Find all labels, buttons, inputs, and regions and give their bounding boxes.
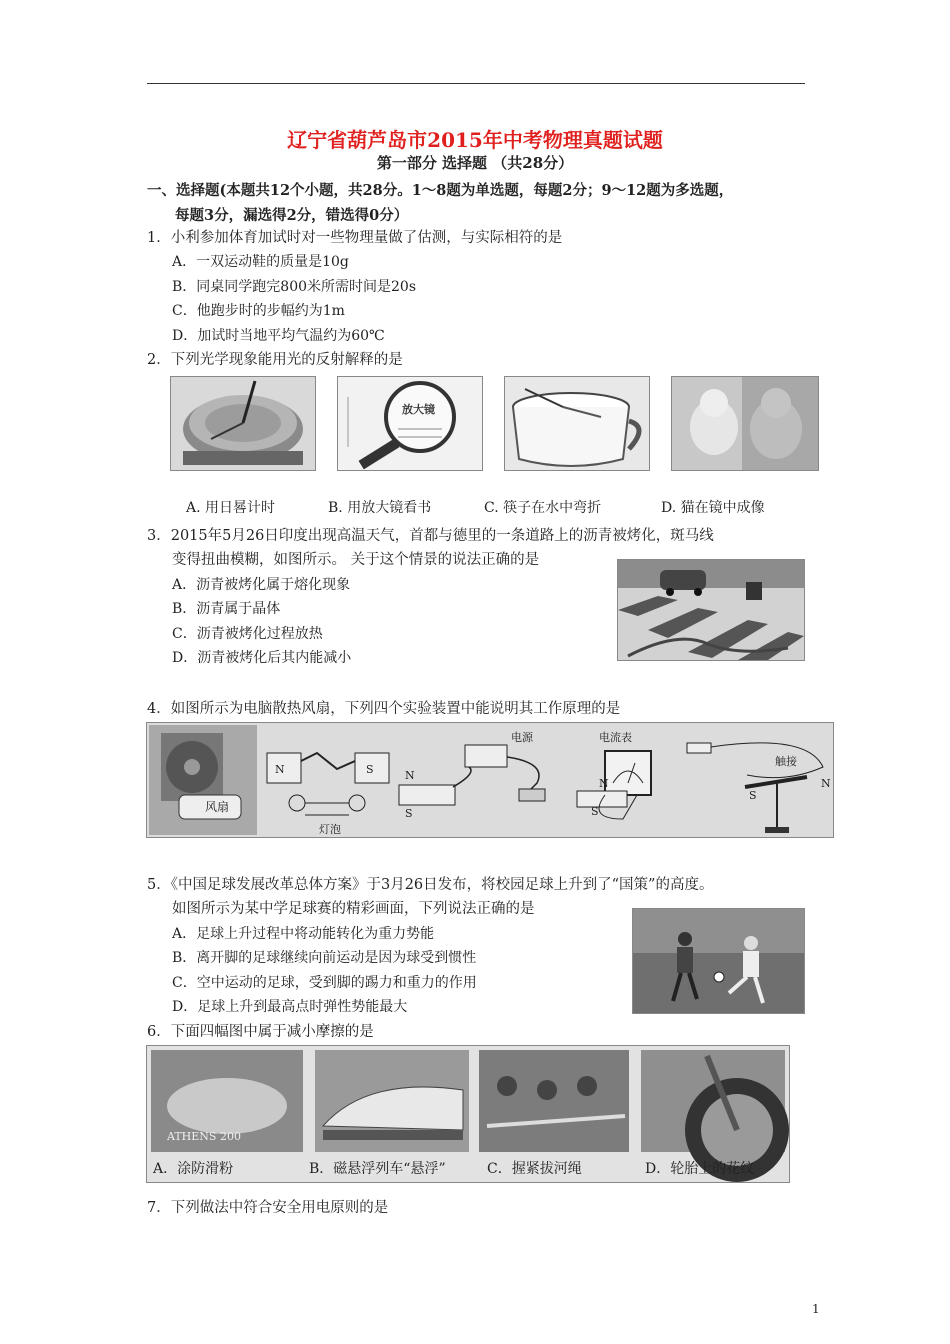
question-5-option-c: C．空中运动的足球，受到脚的踢力和重力的作用: [172, 975, 477, 991]
question-5-stem-line-2: 如图所示为某中学足球赛的精彩画面，下列说法正确的是: [172, 901, 535, 917]
question-3-option-a: A．沥青被烤化属于熔化现象: [172, 577, 351, 593]
power-label: 电源: [511, 731, 533, 744]
question-3-option-c: C．沥青被烤化过程放热: [172, 626, 323, 642]
athens-text: ATHENS 200: [167, 1130, 241, 1143]
question-2-stem: 2．下列光学现象能用光的反射解释的是: [147, 352, 403, 368]
section-instructions: [147, 178, 827, 228]
question-2-option-c: C. 筷子在水中弯折: [484, 500, 602, 516]
melted-road-image: [617, 559, 805, 661]
magnet-s-label-2: S: [405, 807, 413, 820]
question-1-option-d: D．加试时当地平均气温约为60℃: [172, 328, 385, 344]
instructions-line-1: 一、选择题(本题共12个小题，共28分。1～8题为单选题，每题2分；9～12题为多选题，: [147, 182, 734, 199]
page-title: 辽宁省葫芦岛市2015年中考物理真题试题: [287, 128, 663, 152]
motor-experiments-image: [146, 722, 834, 838]
page-number: 1: [812, 1302, 820, 1316]
question-1-option-c: C．他跑步时的步幅约为1m: [172, 303, 345, 319]
needle-n-label: N: [821, 777, 831, 790]
chopsticks-in-cup-image: [504, 376, 650, 471]
question-3-stem-line-1: 3．2015年5月26日印度出现高温天气，首都与德里的一条道路上的沥青被烤化，斑马线: [147, 528, 714, 544]
question-6-option-d: D．轮胎上的花纹: [645, 1161, 755, 1177]
magnet-n-label-1: N: [275, 763, 285, 776]
question-1-option-b: B．同桌同学跑完800米所需时间是20s: [172, 279, 417, 295]
question-7-stem: 7．下列做法中符合安全用电原则的是: [147, 1200, 389, 1216]
top-rule: [147, 83, 805, 84]
question-6-option-b: B．磁悬浮列车“悬浮”: [309, 1161, 446, 1177]
magnet-n-label-2: N: [405, 769, 415, 782]
question-4-stem: 4．如图所示为电脑散热风扇，下列四个实验装置中能说明其工作原理的是: [147, 701, 621, 717]
magnifier-label: 放大镜: [402, 403, 435, 416]
question-2-option-d: D. 猫在镜中成像: [661, 500, 765, 516]
instructions-line-2: 每题3分，漏选得2分，错选得0分）: [175, 207, 409, 224]
question-6-option-a: A．涂防滑粉: [153, 1161, 234, 1177]
fan-label: 风扇: [205, 800, 230, 814]
bulb-label: 灯泡: [319, 823, 341, 836]
question-3-option-d: D．沥青被烤化后其内能减小: [172, 650, 352, 666]
section-subtitle: 第一部分 选择题 （共28分）: [376, 154, 574, 172]
magnet-s-label-3: S: [591, 805, 599, 818]
cat-mirror-image: [671, 376, 819, 471]
magnifier-image: [337, 376, 483, 471]
ammeter-label: 电流表: [599, 731, 632, 744]
question-5-stem-line-1: 5．《中国足球发展改革总体方案》于3月26日发布，将校园足球上升到了“国策”的高度。: [147, 877, 714, 893]
question-6-option-c: C．握紧拔河绳: [487, 1161, 582, 1177]
question-1-option-a: A．一双运动鞋的质量是10g: [172, 254, 349, 270]
friction-images: [146, 1045, 790, 1183]
question-6-stem: 6．下面四幅图中属于减小摩擦的是: [147, 1024, 374, 1040]
magnet-s-label-1: S: [366, 763, 374, 776]
question-5-option-d: D．足球上升到最高点时弹性势能最大: [172, 999, 408, 1015]
question-5-option-b: B．离开脚的足球继续向前运动是因为球受到惯性: [172, 950, 477, 966]
magnet-n-label-3: N: [599, 777, 609, 790]
question-2-option-a: A. 用日晷计时: [186, 500, 276, 516]
question-2-option-b: B. 用放大镜看书: [328, 500, 432, 516]
question-5-option-a: A．足球上升过程中将动能转化为重力势能: [172, 926, 435, 942]
sundial-image: [170, 376, 316, 471]
question-1-stem: 1．小利参加体育加试时对一些物理量做了估测，与实际相符的是: [147, 230, 563, 246]
touch-label: 触接: [775, 755, 797, 768]
question-3-option-b: B．沥青属于晶体: [172, 601, 281, 617]
football-match-image: [632, 908, 805, 1014]
needle-s-label: S: [749, 789, 757, 802]
question-3-stem-line-2: 变得扭曲模糊，如图所示。 关于这个情景的说法正确的是: [172, 552, 540, 568]
